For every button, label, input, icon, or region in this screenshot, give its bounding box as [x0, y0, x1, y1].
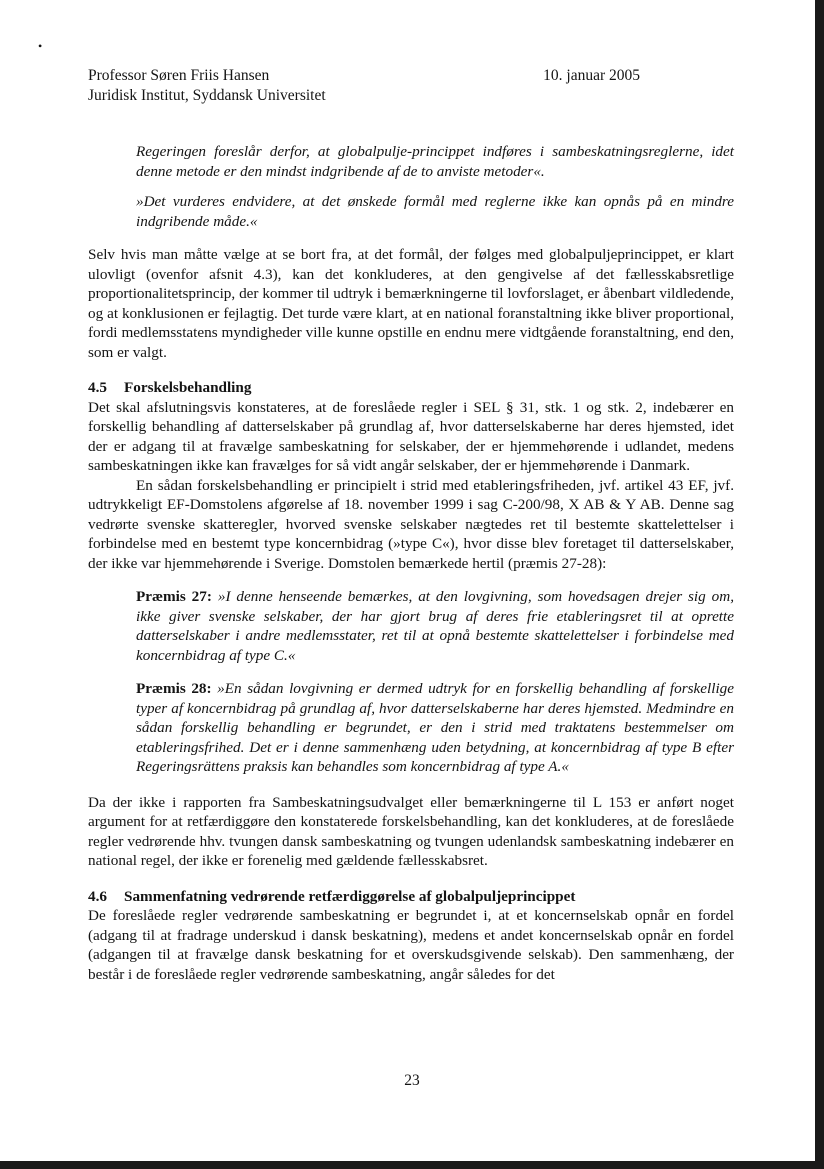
scan-speck: •	[38, 39, 43, 53]
scan-edge-right	[815, 0, 824, 1169]
section-title: Sammenfatning vedrørende retfærdiggørelse af globalpuljeprincippet	[124, 887, 576, 905]
premis-27-quote	[136, 587, 734, 665]
premis-label: Præmis 28:	[136, 680, 212, 697]
section-heading-4-5	[88, 378, 734, 398]
body-paragraph: En sådan forskelsbehandling er principielt i strid med etableringsfriheden, jvf. artikel 43 EF, jvf. udtrykkeligt EF-Domstolens afgørelse af 18. november 1999 i sag C-200/98, X AB & Y AB. Denne sag vedrørte svenske skatteregler, hvorved svenske selskaber nægtedes ret til bestemte skattelettelser i forbindelse med en bestemt type koncernbidrag (»type C«), hvor disse blev foretaget til datterselskaber, der ikke var hjemmehørende i Sverige. Domstolen bemærkede hertil (præmis 27-28):	[88, 476, 734, 572]
page-header	[88, 66, 734, 106]
premis-28-quote	[136, 679, 734, 777]
premis-text: »I denne henseende bemærkes, at den lovgivning, som hovedsagen drejer sig om, ikke giver svenske selskaber, der har gjort brug af deres frie etableringsret til at oprette datterselskaber i andre medlemsstater, ret til at opnå bestemte skattelettelser i forbindelse med koncernbidrag af type C.«	[136, 588, 735, 664]
body-paragraph: Da der ikke i rapporten fra Sambeskatningsudvalget eller bemærkningerne til L 153 er anført noget argument for at retfærdiggøre den konstaterede forskelsbehandling, kan det konkluderes, at de foreslåede regler vedrørende hhv. tvungen dansk sambeskatning og tvungen udenlandsk sambeskatning indebærer en national regel, der ikke er forenelig med gældende fællesskabsret.	[88, 793, 734, 869]
header-institution: Juridisk Institut, Syddansk Universitet	[88, 87, 326, 104]
section-title: Forskelsbehandling	[124, 379, 252, 396]
header-date: 10. januar 2005	[543, 67, 640, 84]
header-author: Professor Søren Friis Hansen	[88, 67, 270, 84]
premis-text: »En sådan lovgivning er dermed udtryk for en forskellig behandling af forskellige typer af koncernbidrag på grundlag af, hvor datterselskaberne har deres hjemsted. Medmindre en sådan forskellig behandling er begrundet, er den i strid med traktatens bestemmelser om etableringsfrihed. Det er i denne sammenhæng uden betydning, at koncernbidrag af type B efter Regeringsrättens praksis kan behandles som koncernbidrag af type A.«	[136, 680, 735, 775]
premis-label: Præmis 27:	[136, 588, 212, 605]
section-number: 4.6	[88, 887, 107, 905]
scan-edge-bottom	[0, 1161, 824, 1169]
document-page	[88, 66, 734, 984]
section-heading-4-6	[88, 887, 734, 907]
body-paragraph: De foreslåede regler vedrørende sambeskatning er begrundet i, at et koncernselskab opnår en fordel (adgang til at fradrage underskud i dansk beskatning), medens et andet koncernselskab opnår en fordel (adgangen til at fravælge dansk beskatning for et overskudsgivende selskab). Den sammenhæng, der består i de foreslåede regler vedrørende sambeskatning, angår således for det	[88, 907, 734, 983]
body-paragraph: Det skal afslutningsvis konstateres, at de foreslåede regler i SEL § 31, stk. 1 og stk. 2, indebærer en forskellig behandling af datterselskaber på grundlag af, hvor datterselskaberne har deres hjemsted, idet der er adgang til at fravælge sambeskatning for selskaber, der er hjemmehørende i udlandet, medens sambeskatningen ikke kan fravælges for så vidt angår selskaber, der er hjemmehørende i Danmark.	[88, 398, 734, 474]
quote-paragraph: Regeringen foreslår derfor, at globalpulje-princippet indføres i sambeskatningsreglerne, idet denne metode er den mindst indgribende af de to anviste metoder«.	[136, 143, 734, 180]
section-number: 4.5	[88, 379, 107, 396]
page-number: 23	[404, 1072, 420, 1089]
quote-paragraph: »Det vurderes endvidere, at det ønskede formål med reglerne ikke kan opnås på en mindre indgribende måde.«	[136, 193, 734, 230]
quote-block	[136, 142, 734, 231]
body-paragraph: Selv hvis man måtte vælge at se bort fra, at det formål, der følges med globalpuljeprincippet, er klart ulovligt (ovenfor afsnit 4.3), kan det konkluderes, at den gengivelse af det fællesskabsretlige proportionalitetsprincip, der kommer til udtryk i bemærkningerne til lovforslaget, er åbenbart vildledende, og at konklusionen er fejlagtig. Det turde være klart, at en national foranstaltning ikke bliver proportional, fordi medlemsstatens myndigheder ville kunne opstille en endnu mere vidtgående foranstaltning, end den, som er valgt.	[88, 246, 734, 361]
